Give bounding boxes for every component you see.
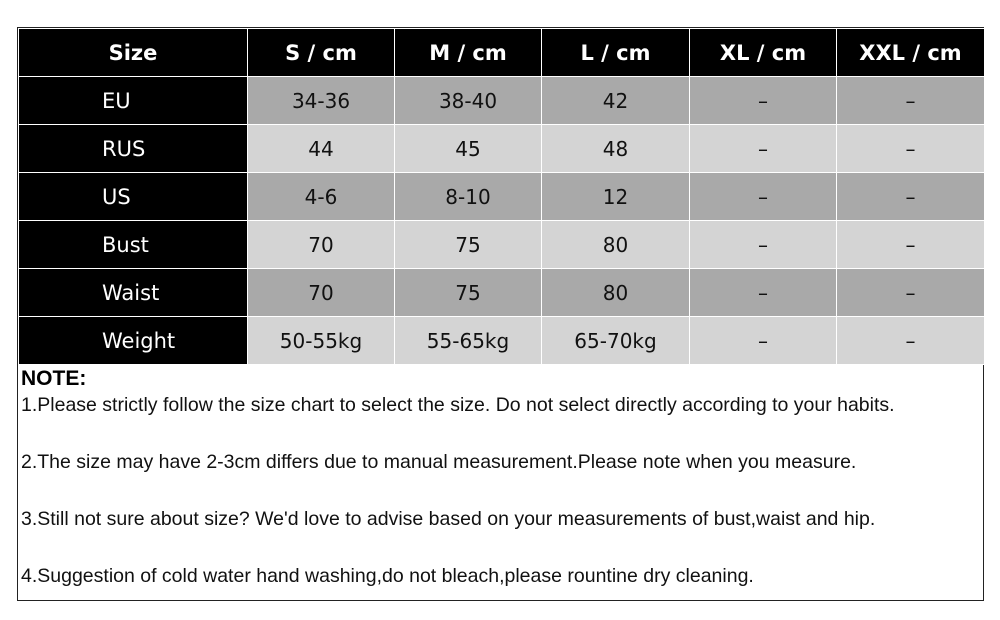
row-label: US xyxy=(19,173,248,221)
table-cell: 12 xyxy=(542,173,690,221)
row-label: EU xyxy=(19,77,248,125)
note-line: 4.Suggestion of cold water hand washing,do not bleach,please rountine dry cleaning. xyxy=(21,565,754,587)
row-label: RUS xyxy=(19,125,248,173)
header-s: S / cm xyxy=(248,29,395,77)
table-cell: – xyxy=(837,125,985,173)
header-size: Size xyxy=(19,29,248,77)
table-header-row xyxy=(19,29,985,77)
table-row-rus xyxy=(19,125,985,173)
table-cell: 65-70kg xyxy=(542,317,690,365)
table-cell: 75 xyxy=(395,269,542,317)
table-cell: 8-10 xyxy=(395,173,542,221)
table-cell: 70 xyxy=(248,221,395,269)
table-cell: 44 xyxy=(248,125,395,173)
row-label: Bust xyxy=(19,221,248,269)
table-cell: 70 xyxy=(248,269,395,317)
table-cell: – xyxy=(690,221,837,269)
note-line: 2.The size may have 2-3cm differs due to manual measurement.Please note when you measure. xyxy=(21,451,857,473)
table-cell: 80 xyxy=(542,221,690,269)
size-chart-frame xyxy=(17,27,984,601)
table-row-bust xyxy=(19,221,985,269)
table-cell: – xyxy=(837,221,985,269)
note-line: 1.Please strictly follow the size chart to select the size. Do not select directly according to your habits. xyxy=(21,394,895,416)
notes-title: NOTE: xyxy=(21,367,87,390)
table-cell: – xyxy=(690,77,837,125)
table-cell: 34-36 xyxy=(248,77,395,125)
table-cell: – xyxy=(690,317,837,365)
table-cell: 80 xyxy=(542,269,690,317)
row-label: Waist xyxy=(19,269,248,317)
table-cell: 48 xyxy=(542,125,690,173)
table-cell: – xyxy=(690,173,837,221)
table-cell: 38-40 xyxy=(395,77,542,125)
table-cell: – xyxy=(837,77,985,125)
table-cell: – xyxy=(837,269,985,317)
table-cell: – xyxy=(837,317,985,365)
table-row-waist xyxy=(19,269,985,317)
table-cell: 50-55kg xyxy=(248,317,395,365)
table-cell: 42 xyxy=(542,77,690,125)
header-l: L / cm xyxy=(542,29,690,77)
table-cell: – xyxy=(837,173,985,221)
row-label: Weight xyxy=(19,317,248,365)
note-line: 3.Still not sure about size? We'd love to advise based on your measurements of bust,waist and hip. xyxy=(21,508,876,530)
header-m: M / cm xyxy=(395,29,542,77)
table-row-us xyxy=(19,173,985,221)
notes-section xyxy=(21,366,981,620)
table-row-eu xyxy=(19,77,985,125)
header-xxl: XXL / cm xyxy=(837,29,985,77)
table-cell: – xyxy=(690,269,837,317)
table-row-weight xyxy=(19,317,985,365)
table-cell: 4-6 xyxy=(248,173,395,221)
table-cell: 45 xyxy=(395,125,542,173)
header-xl: XL / cm xyxy=(690,29,837,77)
table-cell: 55-65kg xyxy=(395,317,542,365)
table-cell: 75 xyxy=(395,221,542,269)
size-table xyxy=(18,28,985,365)
table-cell: – xyxy=(690,125,837,173)
